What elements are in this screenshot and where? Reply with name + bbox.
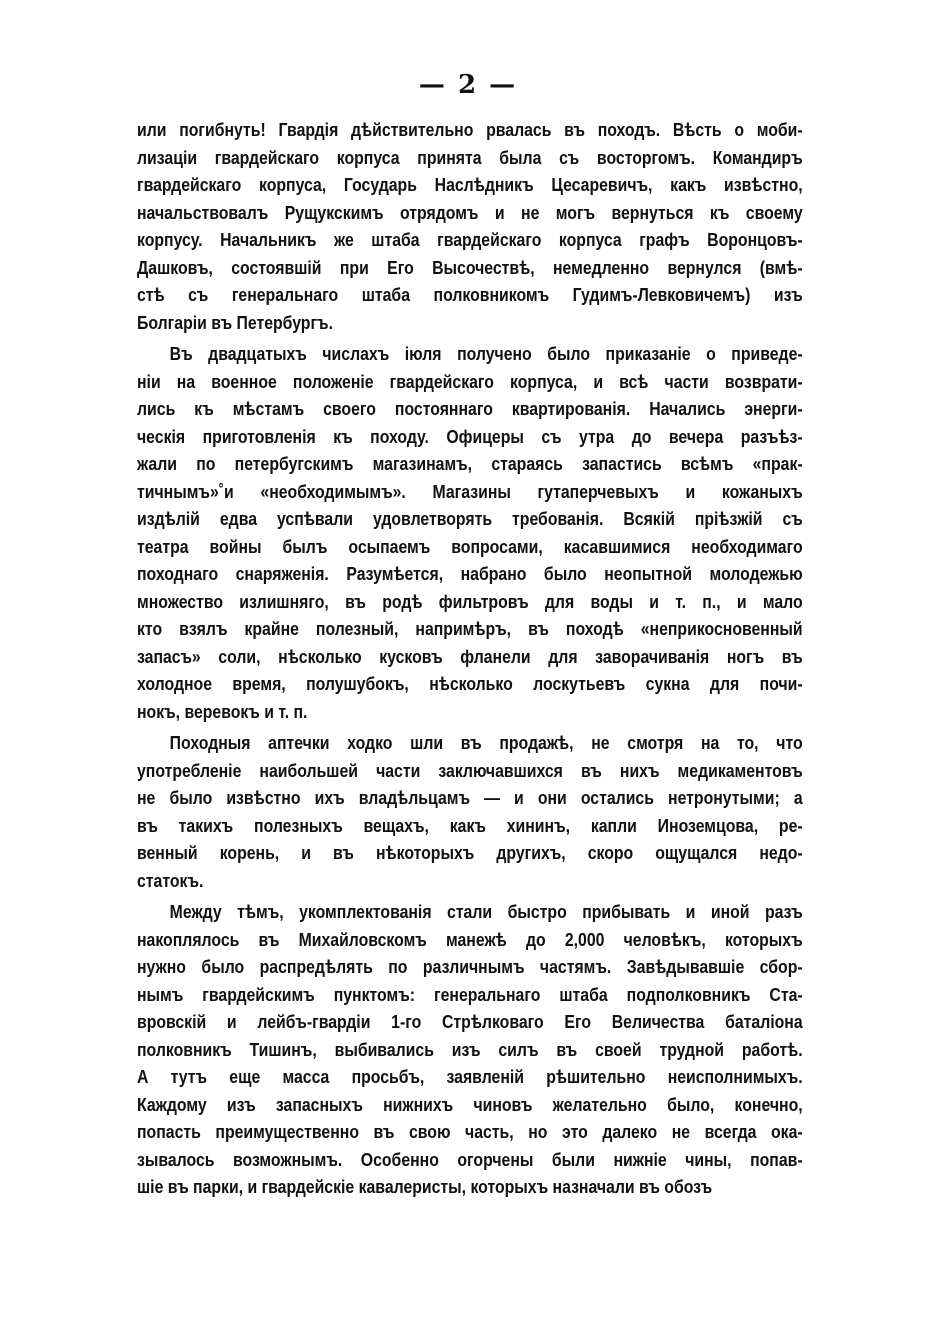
text-line: театра войны былъ осыпаемъ вопросами, касавшимися необходимаго <box>137 535 803 557</box>
page-number: — 2 — <box>418 70 518 100</box>
text-line: походнаго снаряженія. Разумѣется, набрано было неопытной молодежью <box>137 563 803 584</box>
text-line: кто взялъ крайне полезный, напримѣръ, въ походѣ «неприкосновенный <box>137 618 803 639</box>
text-line: накоплялось въ Михайловскомъ манежѣ до 2,000 человѣкъ, которыхъ <box>137 928 803 950</box>
text-line: венный корень, и въ нѣкоторыхъ другихъ, скоро ощущался недо- <box>137 842 803 863</box>
text-line: лизаціи гвардейскаго корпуса принята была съ восторгомъ. Командиръ <box>137 146 803 168</box>
text-line: Въ двадцатыхъ числахъ іюля получено было приказаніе о приведе- <box>169 343 803 364</box>
text-line: не было извѣстно ихъ владѣльцамъ — и они остались нетронутыми; а <box>137 787 803 808</box>
text-line: ческія приготовленія къ походу. Офицеры съ утра до вечера разъѣз- <box>137 425 803 447</box>
text-line: вровскій и лейбъ-гвардіи 1-го Стрѣлковаго Его Величества баталіона <box>137 1011 803 1032</box>
body-text <box>137 116 802 1201</box>
text-line: корпусу. Начальникъ же штаба гвардейскаго корпуса графъ Воронцовъ- <box>137 229 803 250</box>
text-line: зывалось возможнымъ. Особенно огорчены были нижніе чины, попав- <box>137 1148 803 1170</box>
text-line: или погибнуть! Гвардія дѣйствительно рвалась въ походъ. Вѣсть о моби- <box>137 119 803 140</box>
text-line: полковникъ Тишинъ, выбивались изъ силъ въ своей трудной работѣ. <box>137 1038 803 1060</box>
text-line: тичнымъ»˚и «необходимымъ». Магазины гутаперчевыхъ и кожаныхъ <box>137 480 803 502</box>
text-line: шіе въ парки, и гвардейскіе кавалеристы, которыхъ назначали въ обозъ <box>137 1176 713 1197</box>
text-line: множество излишняго, въ родѣ фильтровъ для воды и т. п., и мало <box>137 590 803 612</box>
text-line: употребленіе наибольшей части заключавшихся въ нихъ медикаментовъ <box>137 759 803 781</box>
text-line: ніи на военное положеніе гвардейскаго корпуса, и всѣ части возврати- <box>137 370 803 392</box>
text-line: жали по петербугскимъ магазинамъ, стараясь запастись всѣмъ «прак- <box>137 453 803 474</box>
text-line: Между тѣмъ, укомплектованія стали быстро прибывать и иной разъ <box>169 901 803 922</box>
paragraph <box>137 116 802 336</box>
paragraph <box>137 898 802 1201</box>
text-line: Болгаріи въ Петербургъ. <box>137 311 333 333</box>
text-line: попасть преимущественно въ свою часть, но это далеко не всегда ока- <box>137 1121 803 1142</box>
text-line: А тутъ еще масса просьбъ, заявленій рѣшительно неисполнимыхъ. <box>137 1066 803 1087</box>
text-line: издѣлій едва успѣвали удовлетворять требованія. Всякій пріѣзжій съ <box>137 508 803 529</box>
text-line: нымъ гвардейскимъ пунктомъ: генеральнаго штаба подполковникъ Ста- <box>137 983 803 1005</box>
text-line: холодное время, полушубокъ, нѣсколько лоскутьевъ сукна для почи- <box>137 673 803 694</box>
text-line: начальствовалъ Рущукскимъ отрядомъ и не могъ вернуться къ своему <box>137 201 803 223</box>
text-line: Походныя аптечки ходко шли въ продажѣ, не смотря на то, что <box>169 732 803 753</box>
text-line: въ такихъ полезныхъ вещахъ, какъ хининъ, капли Иноземцова, ре- <box>137 814 803 836</box>
text-line: стѣ съ генеральнаго штаба полковникомъ Гудимъ-Левковичемъ) изъ <box>137 284 803 305</box>
text-line: статокъ. <box>137 869 204 891</box>
text-line: Каждому изъ запасныхъ нижнихъ чиновъ желательно было, конечно, <box>137 1093 803 1115</box>
text-line: лись къ мѣстамъ своего постояннаго квартированія. Начались энерги- <box>137 398 803 419</box>
text-line: гвардейскаго корпуса, Государь Наслѣдникъ Цесаревичъ, какъ извѣстно, <box>137 174 803 195</box>
text-line: нокъ, веревокъ и т. п. <box>137 700 308 722</box>
text-line: Дашковъ, состоявшій при Его Высочествѣ, немедленно вернулся (вмѣ- <box>137 256 803 278</box>
paragraph <box>137 340 802 725</box>
text-line: нужно было распредѣлять по различнымъ частямъ. Завѣдывавшіе сбор- <box>137 956 803 977</box>
paragraph <box>137 729 802 894</box>
text-line: запасъ» соли, нѣсколько кусковъ фланели для заворачиванія ногъ въ <box>137 645 803 667</box>
